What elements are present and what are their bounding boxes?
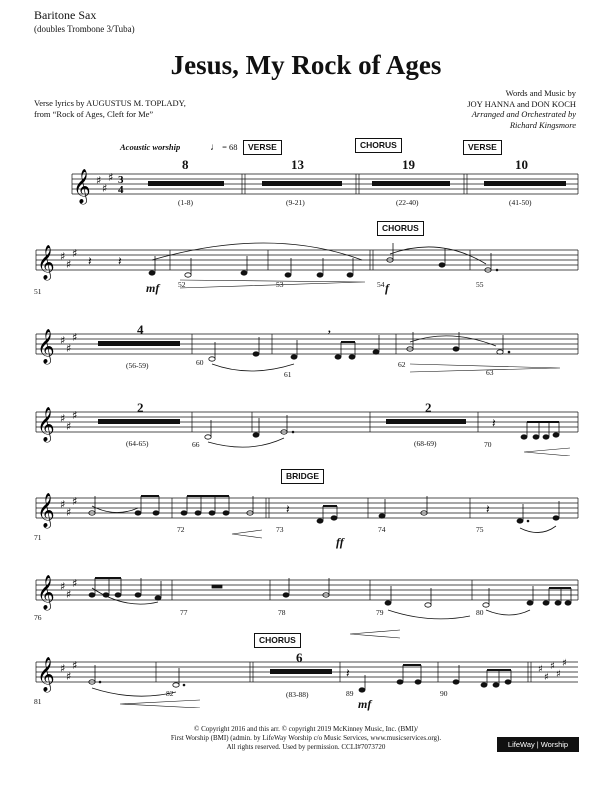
- measure-range-83-88: (83-88): [286, 690, 309, 699]
- svg-text:♯: ♯: [550, 661, 555, 672]
- svg-text:𝄞: 𝄞: [37, 657, 55, 692]
- measure-number-70: 70: [484, 440, 492, 449]
- multirest-count-68: 2: [425, 400, 432, 415]
- svg-text:♯: ♯: [108, 171, 114, 184]
- composer-credit: [467, 88, 576, 130]
- measure-range-64-65: (64-65): [126, 439, 149, 448]
- crescendo-above-system-7: [0, 626, 612, 640]
- copyright-line-3: All rights reserved. Used by permission. CCLI#7073720: [226, 743, 386, 751]
- svg-text:𝄽: 𝄽: [492, 416, 496, 430]
- svg-text:♯: ♯: [556, 669, 561, 680]
- measure-number-74: 74: [378, 525, 386, 534]
- dynamic-mf-2: mf: [358, 697, 372, 711]
- instrument-name: Baritone Sax: [34, 8, 97, 22]
- section-label-chorus: CHORUS: [355, 138, 402, 153]
- svg-text:𝄞: 𝄞: [37, 575, 55, 610]
- copyright-line-2: First Worship (BMI) (admin. by LifeWay Worship c/o Music Services, www.musicservices.org).: [170, 734, 442, 742]
- composer-credit-line-1: Words and Music by: [505, 88, 576, 98]
- svg-text:𝄽: 𝄽: [286, 502, 290, 516]
- svg-text:𝄽: 𝄽: [118, 254, 122, 268]
- measure-number-75: 75: [476, 525, 484, 534]
- measure-number-82: 82: [166, 689, 174, 698]
- measure-range-4: (41-50): [509, 198, 532, 207]
- measure-number-53: 53: [276, 280, 284, 289]
- staff-system-2: [0, 236, 612, 292]
- section-label-bridge: BRIDGE: [281, 469, 324, 484]
- svg-text:𝄽: 𝄽: [486, 502, 490, 516]
- dynamic-mf: mf: [146, 281, 160, 295]
- svg-text:♯: ♯: [60, 250, 66, 263]
- measure-range-68-69: (68-69): [414, 439, 437, 448]
- lyrics-credit-line-1: Verse lyrics by AUGUSTUS M. TOPLADY,: [34, 98, 186, 108]
- lifeway-worship-logo: LifeWay | Worship: [497, 737, 579, 752]
- tempo-number: = 68: [222, 142, 238, 152]
- arranger-credit-line-2: Richard Kingsmore: [509, 119, 576, 130]
- lyrics-credit-line-2: from “Rock of Ages, Cleft for Me”: [34, 108, 154, 119]
- svg-text:♯: ♯: [60, 334, 66, 347]
- section-label-verse: VERSE: [243, 140, 282, 155]
- svg-text:♯: ♯: [72, 495, 78, 508]
- staff-system-3: [0, 320, 612, 378]
- svg-text:♯: ♯: [66, 342, 72, 355]
- svg-text:♯: ♯: [60, 498, 66, 511]
- svg-text:𝄞: 𝄞: [37, 245, 55, 280]
- svg-text:𝄽: 𝄽: [346, 666, 350, 680]
- multirest-bar-4: [484, 181, 566, 186]
- song-title: Jesus, My Rock of Ages: [170, 50, 442, 80]
- measure-number-73: 73: [276, 525, 284, 534]
- svg-text:3: 3: [118, 174, 124, 186]
- tempo-value: ♩ = 68: [210, 142, 238, 153]
- multirest-count-83: 6: [296, 650, 303, 665]
- composer-credit-line-2: JOY HANNA and DON KOCH: [467, 98, 576, 109]
- measure-number-51: 51: [34, 287, 42, 296]
- measure-number-79: 79: [376, 608, 384, 617]
- svg-text:4: 4: [118, 184, 124, 196]
- svg-text:♯: ♯: [102, 182, 108, 195]
- svg-text:♯: ♯: [72, 409, 78, 422]
- dynamic-f: f: [385, 281, 389, 295]
- measure-number-60: 60: [196, 358, 204, 367]
- arranger-credit-line-1: Arranged and Orchestrated by: [471, 109, 576, 119]
- copyright-line-1: © Copyright 2016 and this arr. © copyright 2019 McKinney Music, Inc. (BMI)/: [194, 725, 418, 733]
- measure-range-1: (1-8): [178, 198, 193, 207]
- lyrics-credit: [34, 98, 186, 119]
- svg-text:𝄞: 𝄞: [37, 407, 55, 442]
- measure-number-52: 52: [178, 280, 186, 289]
- crescendo-hairpin: [180, 280, 365, 288]
- svg-text:♯: ♯: [66, 420, 72, 433]
- measure-number-72: 72: [177, 525, 185, 534]
- section-label-chorus-2: CHORUS: [377, 221, 424, 236]
- svg-text:,: ,: [328, 323, 331, 335]
- svg-text:𝄞: 𝄞: [37, 329, 55, 364]
- multirest-count-2: 13: [291, 157, 304, 172]
- logo-worship: Worship: [540, 740, 569, 749]
- staff-system-6: [0, 566, 612, 626]
- svg-text:♯: ♯: [60, 662, 66, 675]
- measure-number-71: 71: [34, 533, 42, 542]
- measure-number-54: 54: [377, 280, 385, 289]
- measure-number-55: 55: [476, 280, 484, 289]
- svg-text:♯: ♯: [66, 670, 72, 683]
- measure-number-77: 77: [180, 608, 188, 617]
- measure-number-78: 78: [278, 608, 286, 617]
- svg-text:♯: ♯: [96, 174, 102, 187]
- multirest-bar-2: [262, 181, 342, 186]
- svg-text:♯: ♯: [66, 258, 72, 271]
- tempo-marking: Acoustic worship: [120, 142, 181, 152]
- measure-range-56-59: (56-59): [126, 361, 149, 370]
- logo-lifeway: LifeWay: [507, 740, 535, 749]
- svg-text:♯: ♯: [72, 659, 78, 672]
- measure-number-81: 81: [34, 697, 42, 706]
- svg-text:♯: ♯: [562, 658, 567, 669]
- measure-number-90: 90: [440, 689, 448, 698]
- measure-number-76: 76: [34, 613, 42, 622]
- measure-range-3: (22-40): [396, 198, 419, 207]
- multirest-bar-3: [372, 181, 450, 186]
- section-label-chorus-3: CHORUS: [254, 633, 301, 648]
- staff-system-5: [0, 484, 612, 542]
- dynamic-ff: ff: [336, 535, 344, 549]
- measure-number-62: 62: [398, 360, 406, 369]
- multirest-bar-1: [148, 181, 224, 186]
- svg-text:♯: ♯: [60, 412, 66, 425]
- svg-text:♯: ♯: [66, 588, 72, 601]
- treble-clef-icon: 𝄞: [73, 169, 91, 204]
- measure-number-89: 89: [346, 689, 354, 698]
- staff-system-4: [0, 398, 612, 456]
- svg-text:𝄞: 𝄞: [37, 493, 55, 528]
- multirest-count-56: 4: [137, 322, 144, 337]
- svg-text:♯: ♯: [72, 247, 78, 260]
- multirest-count-4: 10: [515, 157, 528, 172]
- staff-system-7: [0, 648, 612, 708]
- multirest-count-1: 8: [182, 157, 189, 172]
- instrument-note: (doubles Trombone 3/Tuba): [34, 24, 135, 34]
- svg-text:♯: ♯: [72, 331, 78, 344]
- svg-text:♯: ♯: [544, 672, 549, 683]
- svg-text:𝄽: 𝄽: [88, 254, 92, 268]
- measure-number-63: 63: [486, 368, 494, 377]
- measure-number-80: 80: [476, 608, 484, 617]
- svg-text:♯: ♯: [538, 664, 543, 675]
- measure-number-61: 61: [284, 370, 292, 379]
- svg-text:♯: ♯: [60, 580, 66, 593]
- svg-text:♯: ♯: [66, 506, 72, 519]
- svg-text:♯: ♯: [72, 577, 78, 590]
- measure-number-66: 66: [192, 440, 200, 449]
- multirest-count-3: 19: [402, 157, 415, 172]
- measure-range-2: (9-21): [286, 198, 305, 207]
- multirest-count-64: 2: [137, 400, 144, 415]
- section-label-verse-2: VERSE: [463, 140, 502, 155]
